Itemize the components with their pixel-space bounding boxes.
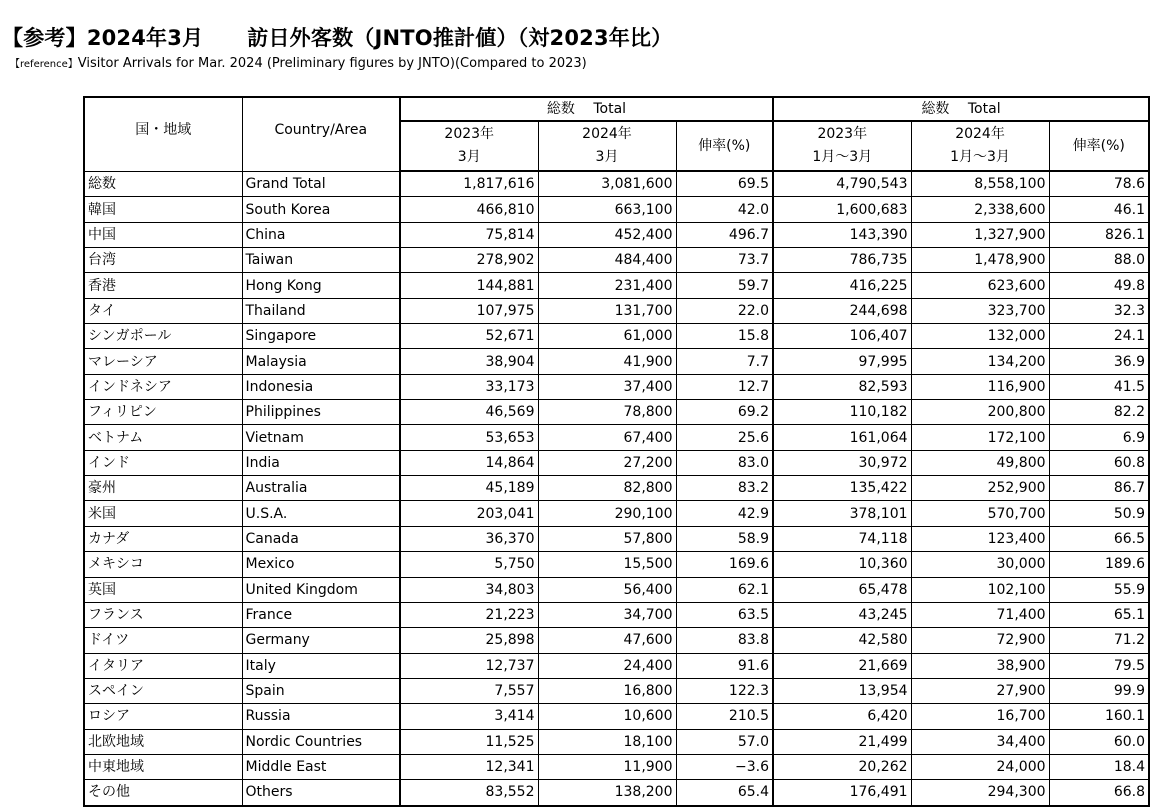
cell-march-2023: 21,223	[400, 602, 538, 627]
cell-growth-cumulative: 41.5	[1049, 374, 1149, 399]
cell-growth-cumulative: 32.3	[1049, 298, 1149, 323]
cell-growth-march: 65.4	[676, 780, 773, 806]
cell-region-jp: 米国	[84, 501, 242, 526]
cell-growth-cumulative: 60.8	[1049, 450, 1149, 475]
cell-region-en: Others	[242, 780, 400, 806]
cell-growth-cumulative: 65.1	[1049, 602, 1149, 627]
cell-cumulative-2024: 2,338,600	[911, 197, 1049, 222]
cell-region-en: Philippines	[242, 400, 400, 425]
cell-region-jp: 中東地域	[84, 754, 242, 779]
cell-march-2023: 83,552	[400, 780, 538, 806]
cell-march-2024: 16,800	[538, 678, 676, 703]
cell-cumulative-2023: 1,600,683	[773, 197, 911, 222]
cell-growth-cumulative: 6.9	[1049, 425, 1149, 450]
cell-march-2024: 78,800	[538, 400, 676, 425]
table-row	[84, 197, 1149, 222]
cell-region-jp: スペイン	[84, 678, 242, 703]
cell-cumulative-2024: 1,327,900	[911, 222, 1049, 247]
cell-cumulative-2024: 38,900	[911, 653, 1049, 678]
cell-march-2023: 1,817,616	[400, 171, 538, 197]
cell-march-2024: 452,400	[538, 222, 676, 247]
cell-growth-march: 73.7	[676, 248, 773, 273]
cell-region-jp: マレーシア	[84, 349, 242, 374]
header-march-2024	[538, 121, 676, 171]
title-bracket: 【参考】	[2, 26, 87, 50]
cell-cumulative-2024: 30,000	[911, 552, 1049, 577]
cell-growth-march: 210.5	[676, 704, 773, 729]
cell-cumulative-2024: 323,700	[911, 298, 1049, 323]
table-row	[84, 653, 1149, 678]
cell-region-jp: ロシア	[84, 704, 242, 729]
cell-march-2024: 82,800	[538, 476, 676, 501]
cell-growth-cumulative: 55.9	[1049, 577, 1149, 602]
cell-cumulative-2023: 20,262	[773, 754, 911, 779]
cell-growth-cumulative: 18.4	[1049, 754, 1149, 779]
cell-region-jp: インドネシア	[84, 374, 242, 399]
cell-region-en: Germany	[242, 628, 400, 653]
cell-cumulative-2023: 244,698	[773, 298, 911, 323]
cell-march-2023: 278,902	[400, 248, 538, 273]
cell-march-2024: 37,400	[538, 374, 676, 399]
cell-growth-march: 7.7	[676, 349, 773, 374]
page-title	[2, 22, 672, 52]
table-row	[84, 324, 1149, 349]
visitor-arrivals-table	[83, 96, 1150, 807]
cell-region-jp: 総数	[84, 171, 242, 197]
cell-growth-cumulative: 189.6	[1049, 552, 1149, 577]
cell-march-2023: 33,173	[400, 374, 538, 399]
cell-march-2023: 11,525	[400, 729, 538, 754]
cell-region-jp: 英国	[84, 577, 242, 602]
cell-growth-march: 12.7	[676, 374, 773, 399]
cell-region-en: U.S.A.	[242, 501, 400, 526]
cell-region-en: Australia	[242, 476, 400, 501]
cell-march-2023: 12,737	[400, 653, 538, 678]
cell-growth-cumulative: 82.2	[1049, 400, 1149, 425]
table-row	[84, 678, 1149, 703]
cell-cumulative-2024: 34,400	[911, 729, 1049, 754]
cell-region-en: France	[242, 602, 400, 627]
table-row	[84, 552, 1149, 577]
title-period: 2024年3月	[86, 26, 204, 50]
cell-region-jp: 北欧地域	[84, 729, 242, 754]
cell-region-en: Spain	[242, 678, 400, 703]
cell-march-2023: 3,414	[400, 704, 538, 729]
cell-march-2024: 41,900	[538, 349, 676, 374]
cell-region-jp: 香港	[84, 273, 242, 298]
cell-growth-march: 15.8	[676, 324, 773, 349]
cell-region-en: India	[242, 450, 400, 475]
cell-growth-march: 69.5	[676, 171, 773, 197]
cell-march-2024: 138,200	[538, 780, 676, 806]
subtitle-text: Visitor Arrivals for Mar. 2024 (Preliminary figures by JNTO)(Compared to 2023)	[77, 56, 587, 71]
cell-cumulative-2023: 42,580	[773, 628, 911, 653]
cell-cumulative-2023: 161,064	[773, 425, 911, 450]
header-march-2023	[400, 121, 538, 171]
cell-region-en: Indonesia	[242, 374, 400, 399]
cell-cumulative-2023: 378,101	[773, 501, 911, 526]
table-row	[84, 501, 1149, 526]
header-cumulative-2024-year: 2024年	[955, 126, 1005, 142]
cell-region-jp: その他	[84, 780, 242, 806]
cell-march-2023: 34,803	[400, 577, 538, 602]
cell-cumulative-2024: 8,558,100	[911, 171, 1049, 197]
header-region-jp: 国・地域	[84, 97, 242, 171]
cell-region-en: South Korea	[242, 197, 400, 222]
cell-march-2023: 52,671	[400, 324, 538, 349]
cell-growth-cumulative: 78.6	[1049, 171, 1149, 197]
cell-march-2023: 53,653	[400, 425, 538, 450]
cell-region-en: Mexico	[242, 552, 400, 577]
cell-march-2024: 11,900	[538, 754, 676, 779]
cell-cumulative-2023: 30,972	[773, 450, 911, 475]
cell-region-en: Nordic Countries	[242, 729, 400, 754]
cell-cumulative-2024: 49,800	[911, 450, 1049, 475]
cell-march-2023: 12,341	[400, 754, 538, 779]
table-row	[84, 729, 1149, 754]
header-march-2024-month: 3月	[595, 149, 619, 165]
cell-region-en: Canada	[242, 526, 400, 551]
cell-cumulative-2023: 6,420	[773, 704, 911, 729]
cell-growth-cumulative: 71.2	[1049, 628, 1149, 653]
table-row	[84, 400, 1149, 425]
cell-march-2023: 14,864	[400, 450, 538, 475]
cell-cumulative-2023: 97,995	[773, 349, 911, 374]
cell-cumulative-2024: 27,900	[911, 678, 1049, 703]
cell-region-jp: イタリア	[84, 653, 242, 678]
table-body	[84, 171, 1149, 806]
cell-march-2023: 45,189	[400, 476, 538, 501]
cell-march-2023: 46,569	[400, 400, 538, 425]
cell-growth-march: 59.7	[676, 273, 773, 298]
cell-cumulative-2023: 13,954	[773, 678, 911, 703]
table-row	[84, 704, 1149, 729]
cell-march-2024: 57,800	[538, 526, 676, 551]
cell-cumulative-2023: 65,478	[773, 577, 911, 602]
table-row	[84, 602, 1149, 627]
table-row	[84, 450, 1149, 475]
cell-region-en: Thailand	[242, 298, 400, 323]
cell-march-2024: 47,600	[538, 628, 676, 653]
header-cumulative-2024	[911, 121, 1049, 171]
cell-growth-march: −3.6	[676, 754, 773, 779]
header-group-march: 総数 Total	[400, 97, 773, 121]
header-march-2023-year: 2023年	[444, 126, 495, 142]
header-group-cumulative: 総数 Total	[773, 97, 1149, 121]
table-row	[84, 628, 1149, 653]
cell-march-2024: 131,700	[538, 298, 676, 323]
cell-march-2023: 107,975	[400, 298, 538, 323]
cell-cumulative-2024: 200,800	[911, 400, 1049, 425]
cell-cumulative-2023: 786,735	[773, 248, 911, 273]
cell-region-en: Singapore	[242, 324, 400, 349]
cell-growth-cumulative: 50.9	[1049, 501, 1149, 526]
cell-region-en: Middle East	[242, 754, 400, 779]
cell-cumulative-2024: 16,700	[911, 704, 1049, 729]
cell-growth-march: 122.3	[676, 678, 773, 703]
table-row	[84, 248, 1149, 273]
cell-region-en: United Kingdom	[242, 577, 400, 602]
cell-region-jp: 中国	[84, 222, 242, 247]
cell-region-en: Taiwan	[242, 248, 400, 273]
cell-march-2023: 5,750	[400, 552, 538, 577]
cell-march-2023: 75,814	[400, 222, 538, 247]
cell-region-en: Russia	[242, 704, 400, 729]
cell-growth-cumulative: 46.1	[1049, 197, 1149, 222]
cell-region-jp: ドイツ	[84, 628, 242, 653]
header-cumulative-2024-months: 1月～3月	[950, 149, 1010, 165]
cell-march-2024: 18,100	[538, 729, 676, 754]
cell-march-2023: 144,881	[400, 273, 538, 298]
header-growth-cumulative: 伸率(%)	[1049, 121, 1149, 171]
cell-growth-cumulative: 66.5	[1049, 526, 1149, 551]
page-subtitle	[10, 55, 587, 71]
cell-march-2024: 56,400	[538, 577, 676, 602]
cell-growth-cumulative: 60.0	[1049, 729, 1149, 754]
cell-cumulative-2023: 74,118	[773, 526, 911, 551]
subtitle-tag: 【reference】	[10, 59, 78, 70]
cell-region-jp: ベトナム	[84, 425, 242, 450]
cell-growth-march: 83.2	[676, 476, 773, 501]
cell-growth-march: 22.0	[676, 298, 773, 323]
table-row	[84, 526, 1149, 551]
cell-region-jp: シンガポール	[84, 324, 242, 349]
cell-region-jp: メキシコ	[84, 552, 242, 577]
cell-growth-march: 62.1	[676, 577, 773, 602]
table-row	[84, 298, 1149, 323]
cell-growth-cumulative: 49.8	[1049, 273, 1149, 298]
cell-growth-march: 169.6	[676, 552, 773, 577]
cell-march-2023: 38,904	[400, 349, 538, 374]
cell-growth-cumulative: 79.5	[1049, 653, 1149, 678]
cell-cumulative-2024: 172,100	[911, 425, 1049, 450]
cell-cumulative-2024: 570,700	[911, 501, 1049, 526]
cell-cumulative-2024: 1,478,900	[911, 248, 1049, 273]
cell-march-2024: 34,700	[538, 602, 676, 627]
cell-growth-march: 42.0	[676, 197, 773, 222]
cell-region-jp: 韓国	[84, 197, 242, 222]
header-growth-march: 伸率(%)	[676, 121, 773, 171]
cell-cumulative-2024: 123,400	[911, 526, 1049, 551]
table-row	[84, 780, 1149, 806]
cell-growth-march: 496.7	[676, 222, 773, 247]
cell-cumulative-2023: 143,390	[773, 222, 911, 247]
cell-march-2023: 36,370	[400, 526, 538, 551]
cell-growth-cumulative: 88.0	[1049, 248, 1149, 273]
cell-region-en: China	[242, 222, 400, 247]
cell-region-jp: フィリピン	[84, 400, 242, 425]
cell-cumulative-2023: 10,360	[773, 552, 911, 577]
cell-cumulative-2023: 106,407	[773, 324, 911, 349]
cell-growth-cumulative: 160.1	[1049, 704, 1149, 729]
cell-growth-march: 63.5	[676, 602, 773, 627]
cell-region-jp: 豪州	[84, 476, 242, 501]
cell-cumulative-2024: 102,100	[911, 577, 1049, 602]
cell-growth-march: 83.8	[676, 628, 773, 653]
cell-cumulative-2023: 110,182	[773, 400, 911, 425]
table-row	[84, 374, 1149, 399]
cell-march-2023: 466,810	[400, 197, 538, 222]
cell-region-en: Italy	[242, 653, 400, 678]
cell-march-2024: 484,400	[538, 248, 676, 273]
title-heading: 訪日外客数（JNTO推計値）（対2023年比）	[247, 26, 673, 50]
cell-region-jp: タイ	[84, 298, 242, 323]
cell-march-2024: 67,400	[538, 425, 676, 450]
cell-march-2024: 231,400	[538, 273, 676, 298]
cell-cumulative-2024: 72,900	[911, 628, 1049, 653]
cell-cumulative-2023: 21,499	[773, 729, 911, 754]
table-row	[84, 349, 1149, 374]
header-march-2024-year: 2024年	[582, 126, 632, 142]
cell-cumulative-2024: 134,200	[911, 349, 1049, 374]
table-row	[84, 273, 1149, 298]
cell-cumulative-2023: 4,790,543	[773, 171, 911, 197]
cell-region-en: Vietnam	[242, 425, 400, 450]
cell-cumulative-2024: 623,600	[911, 273, 1049, 298]
cell-region-en: Grand Total	[242, 171, 400, 197]
cell-growth-march: 91.6	[676, 653, 773, 678]
cell-march-2024: 61,000	[538, 324, 676, 349]
cell-region-en: Malaysia	[242, 349, 400, 374]
cell-growth-march: 69.2	[676, 400, 773, 425]
cell-march-2023: 203,041	[400, 501, 538, 526]
header-cumulative-2023-year: 2023年	[817, 126, 868, 142]
cell-cumulative-2023: 21,669	[773, 653, 911, 678]
cell-cumulative-2023: 135,422	[773, 476, 911, 501]
cell-cumulative-2024: 294,300	[911, 780, 1049, 806]
cell-cumulative-2024: 252,900	[911, 476, 1049, 501]
table-row	[84, 222, 1149, 247]
cell-growth-march: 58.9	[676, 526, 773, 551]
cell-cumulative-2023: 43,245	[773, 602, 911, 627]
cell-growth-march: 83.0	[676, 450, 773, 475]
cell-march-2024: 27,200	[538, 450, 676, 475]
table-row	[84, 754, 1149, 779]
cell-march-2024: 290,100	[538, 501, 676, 526]
header-march-2023-month: 3月	[457, 149, 481, 165]
table-row	[84, 476, 1149, 501]
cell-march-2024: 10,600	[538, 704, 676, 729]
header-cumulative-2023-months: 1月～3月	[812, 149, 873, 165]
table-row	[84, 577, 1149, 602]
cell-march-2024: 24,400	[538, 653, 676, 678]
cell-cumulative-2024: 71,400	[911, 602, 1049, 627]
cell-cumulative-2023: 416,225	[773, 273, 911, 298]
cell-cumulative-2024: 116,900	[911, 374, 1049, 399]
cell-region-jp: インド	[84, 450, 242, 475]
cell-cumulative-2023: 176,491	[773, 780, 911, 806]
cell-cumulative-2024: 132,000	[911, 324, 1049, 349]
cell-growth-march: 42.9	[676, 501, 773, 526]
cell-region-jp: 台湾	[84, 248, 242, 273]
cell-region-jp: フランス	[84, 602, 242, 627]
cell-growth-cumulative: 24.1	[1049, 324, 1149, 349]
cell-growth-cumulative: 86.7	[1049, 476, 1149, 501]
header-cumulative-2023	[773, 121, 911, 171]
cell-march-2023: 7,557	[400, 678, 538, 703]
cell-march-2024: 663,100	[538, 197, 676, 222]
cell-cumulative-2024: 24,000	[911, 754, 1049, 779]
cell-march-2024: 3,081,600	[538, 171, 676, 197]
cell-growth-cumulative: 66.8	[1049, 780, 1149, 806]
cell-cumulative-2023: 82,593	[773, 374, 911, 399]
cell-growth-cumulative: 99.9	[1049, 678, 1149, 703]
header-region-en: Country/Area	[242, 97, 400, 171]
cell-region-en: Hong Kong	[242, 273, 400, 298]
cell-region-jp: カナダ	[84, 526, 242, 551]
cell-growth-cumulative: 36.9	[1049, 349, 1149, 374]
cell-march-2024: 15,500	[538, 552, 676, 577]
cell-growth-cumulative: 826.1	[1049, 222, 1149, 247]
cell-growth-march: 25.6	[676, 425, 773, 450]
cell-march-2023: 25,898	[400, 628, 538, 653]
cell-growth-march: 57.0	[676, 729, 773, 754]
table-row	[84, 171, 1149, 197]
table-row	[84, 425, 1149, 450]
